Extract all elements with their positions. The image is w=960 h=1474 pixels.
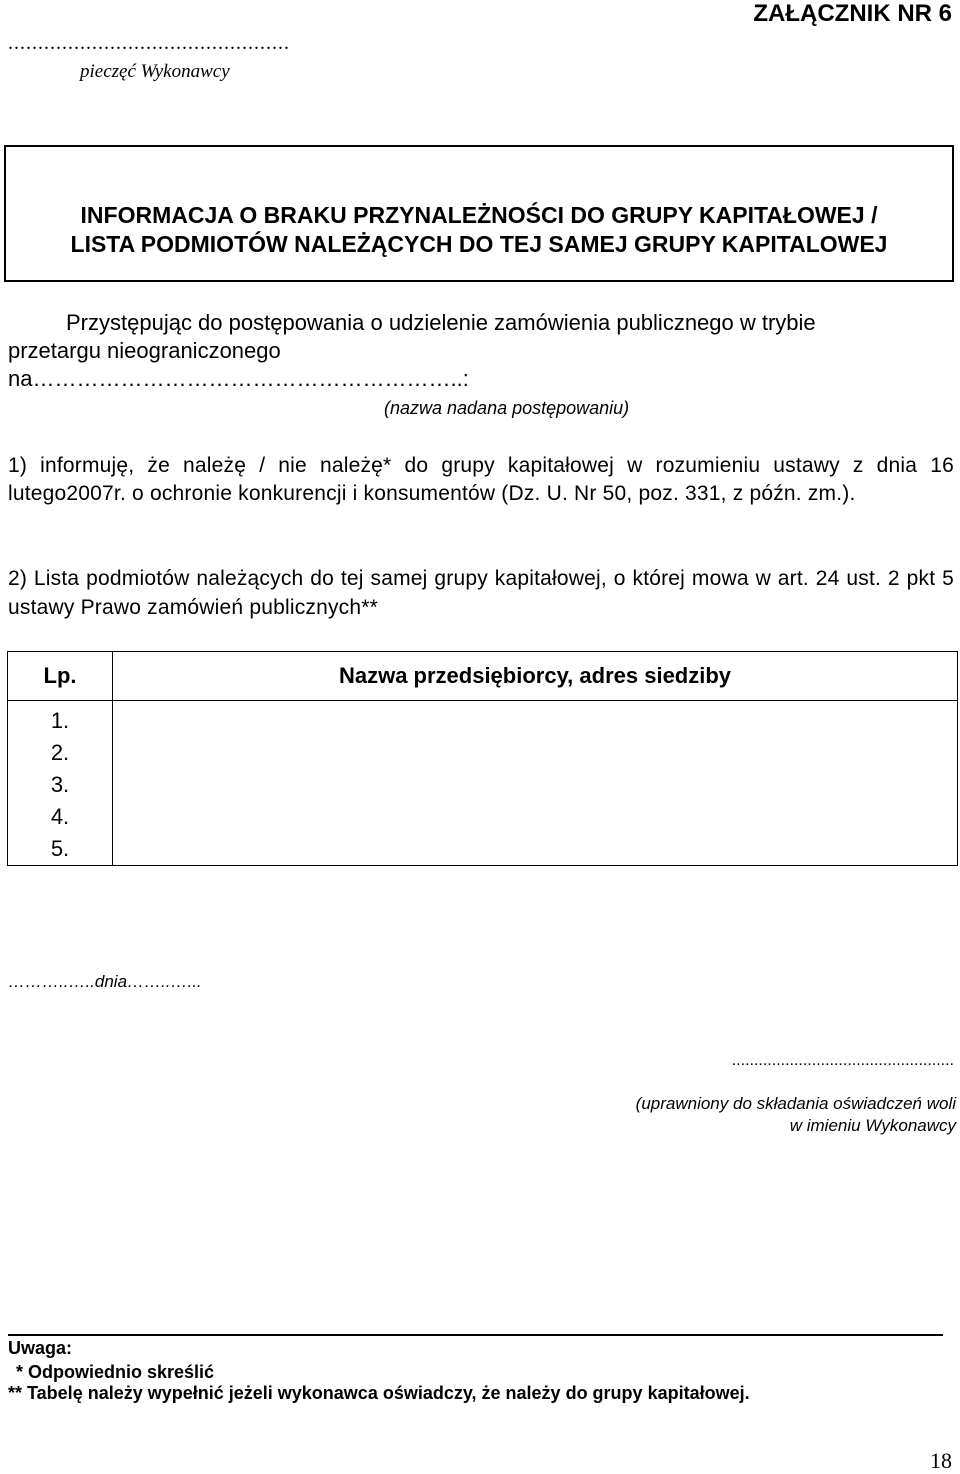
document-title-box [4, 145, 954, 282]
date-field: ………..…..dnia……..…... [8, 972, 202, 991]
signature-caption-line-1: (uprawniony do składania oświadczeń woli [635, 1094, 956, 1113]
stamp-placeholder-dots: ............................................... [8, 32, 290, 54]
row-numbers-cell [8, 701, 113, 866]
stamp-label: pieczęć Wykonawcy [80, 61, 230, 82]
column-header-company-name: Nazwa przedsiębiorcy, adres siedziby [113, 652, 958, 701]
point-1-declaration: 1) informuję, że należę / nie należę* do grupy kapitałowej w rozumieniu ustawy z dnia 16 lutego2007r. o ochronie konkurencji i konsumentów (Dz. U. Nr 50, poz. 331, z późn. zm.). [8, 454, 954, 505]
notes-heading: Uwaga: [8, 1338, 73, 1358]
row-number: 4. [50, 804, 70, 829]
document-title-line-2: LISTA PODMIOTÓW NALEŻĄCYCH DO TEJ SAMEJ GRUPY KAPITALOWEJ [70, 231, 888, 257]
footnote-1: * Odpowiednio skreślić [16, 1362, 215, 1382]
row-number-list [8, 701, 112, 865]
signature-caption-line-2: w imieniu Wykonawcy [789, 1116, 956, 1135]
row-number: 5. [50, 836, 70, 861]
point-2-list-intro: 2) Lista podmiotów należących do tej samej grupy kapitałowej, o której mowa w art. 24 ust. 2 pkt 5 ustawy Prawo zamówień publicznych** [8, 567, 954, 619]
row-number: 1. [50, 708, 70, 733]
procedure-name-caption: (nazwa nadana postępowaniu) [384, 398, 630, 418]
table-body-row [8, 701, 958, 866]
page-number: 18 [930, 1448, 952, 1473]
footnote-divider [8, 1334, 943, 1336]
footnote-2: ** Tabelę należy wypełnić jeżeli wykonawca oświadczy, że należy do grupy kapitałowej. [8, 1383, 750, 1403]
table-header-row [8, 652, 958, 701]
procedure-name-field: na…………………………………………………..: [8, 366, 469, 391]
intro-line-2: przetargu nieograniczonego [8, 338, 281, 363]
column-header-lp: Lp. [8, 652, 113, 701]
document-title-line-1: INFORMACJA O BRAKU PRZYNALEŻNOŚCI DO GRUPY KAPITAŁOWEJ / [80, 202, 878, 228]
row-number: 2. [50, 740, 70, 765]
company-entries-cell[interactable] [113, 701, 958, 866]
intro-line-1: Przystępując do postępowania o udzielenie zamówienia publicznego w trybie [66, 310, 816, 335]
annex-number: ZAŁĄCZNIK NR 6 [753, 0, 952, 27]
companies-table [7, 651, 958, 866]
signature-dots: .................................................. [731, 1052, 954, 1069]
row-number: 3. [50, 772, 70, 797]
